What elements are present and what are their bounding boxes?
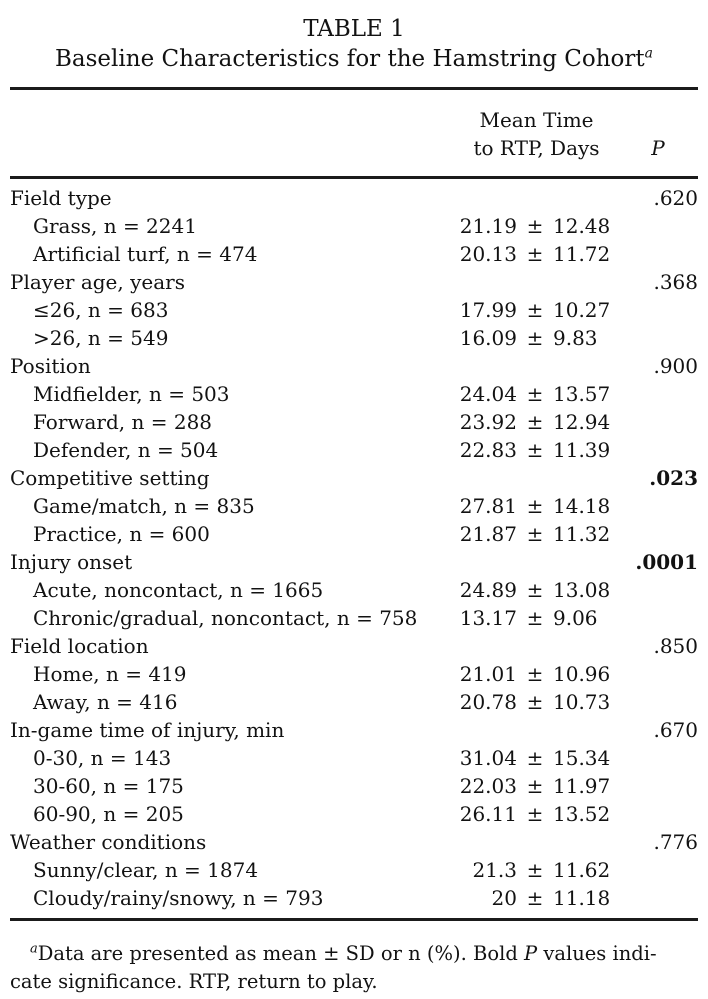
footnote-marker: a [30, 941, 38, 957]
row-sd-value: 10.96 [553, 662, 611, 686]
plus-minus-sign: ± [526, 746, 544, 770]
plus-minus-sign: ± [526, 662, 544, 686]
row-mean-value: 20 [491, 886, 517, 910]
table-row [10, 828, 698, 856]
row-sd-value: 9.06 [553, 606, 598, 630]
row-label: Cloudy/rainy/snowy, n = 793 [33, 886, 324, 910]
plus-minus-sign: ± [526, 886, 544, 910]
plus-minus-sign: ± [526, 522, 544, 546]
table-body [10, 179, 698, 918]
table-row [10, 632, 698, 660]
table-row [10, 380, 698, 408]
plus-minus-sign: ± [526, 802, 544, 826]
row-mean-value: 27.81 [459, 494, 517, 518]
row-mean-value: 20.78 [459, 690, 517, 714]
row-label: Injury onset [10, 550, 133, 574]
table-row [10, 408, 698, 436]
row-p-value: .368 [653, 270, 698, 294]
table-row [10, 884, 698, 912]
row-sd-value: 11.32 [553, 522, 611, 546]
row-sd-value: 11.62 [553, 858, 611, 882]
row-mean-value: 21.01 [459, 662, 517, 686]
plus-minus-sign: ± [526, 774, 544, 798]
row-mean-value: 16.09 [459, 326, 517, 350]
plus-minus-sign: ± [526, 606, 544, 630]
row-label: Away, n = 416 [33, 690, 178, 714]
row-label: Competitive setting [10, 466, 210, 490]
row-mean-value: 21.19 [459, 214, 517, 238]
table-row [10, 520, 698, 548]
plus-minus-sign: ± [526, 326, 544, 350]
row-mean-value: 24.04 [459, 382, 517, 406]
row-label: Player age, years [10, 270, 185, 294]
row-p-value: .900 [653, 354, 698, 378]
row-sd-value: 10.73 [553, 690, 611, 714]
table-caption [10, 44, 698, 74]
row-mean-value: 21.3 [472, 858, 517, 882]
row-p-value: .776 [653, 830, 698, 854]
row-label: Acute, noncontact, n = 1665 [33, 578, 324, 602]
table-row [10, 268, 698, 296]
row-mean-value: 20.13 [459, 242, 517, 266]
row-label: Practice, n = 600 [33, 522, 210, 546]
footnote-text-line1-post: values indi- [537, 942, 657, 965]
row-mean-value: 24.89 [459, 578, 517, 602]
row-p-value: .023 [649, 466, 698, 490]
table-row [10, 492, 698, 520]
row-label: 30-60, n = 175 [33, 774, 184, 798]
row-sd-value: 10.27 [553, 298, 611, 322]
table-row [10, 800, 698, 828]
plus-minus-sign: ± [526, 214, 544, 238]
row-sd-value: 13.08 [553, 578, 611, 602]
row-label: Home, n = 419 [33, 662, 187, 686]
row-p-value: .850 [653, 634, 698, 658]
footnote-line2: cate significance. RTP, return to play. [10, 970, 378, 993]
table-row [10, 212, 698, 240]
row-sd-value: 13.52 [553, 802, 611, 826]
row-label: 0-30, n = 143 [33, 746, 172, 770]
plus-minus-sign: ± [526, 242, 544, 266]
row-sd-value: 11.72 [553, 242, 611, 266]
row-label: Chronic/gradual, noncontact, n = 758 [33, 606, 418, 630]
table-row [10, 324, 698, 352]
row-sd-value: 13.57 [553, 382, 611, 406]
table-row [10, 604, 698, 632]
row-mean-value: 31.04 [459, 746, 517, 770]
row-sd-value: 11.39 [553, 438, 611, 462]
table-row [10, 436, 698, 464]
plus-minus-sign: ± [526, 298, 544, 322]
table-row [10, 548, 698, 576]
table-row [10, 688, 698, 716]
caption-superscript: a [644, 45, 653, 62]
plus-minus-sign: ± [526, 410, 544, 434]
row-label: Defender, n = 504 [33, 438, 219, 462]
footnote [10, 940, 698, 996]
table-row [10, 772, 698, 800]
bottom-rule [10, 918, 698, 921]
row-label: Forward, n = 288 [33, 410, 213, 434]
row-label: Grass, n = 2241 [33, 214, 197, 238]
row-p-value: .0001 [635, 550, 698, 574]
row-label: Position [10, 354, 91, 378]
row-mean-value: 26.11 [459, 802, 517, 826]
footnote-p-italic: P [524, 942, 538, 965]
row-label: Weather conditions [10, 830, 207, 854]
plus-minus-sign: ± [526, 690, 544, 714]
table-row [10, 660, 698, 688]
row-label: Artificial turf, n = 474 [33, 242, 258, 266]
row-p-value: .670 [653, 718, 698, 742]
plus-minus-sign: ± [526, 494, 544, 518]
row-sd-value: 9.83 [553, 326, 598, 350]
plus-minus-sign: ± [526, 578, 544, 602]
row-label: Midfielder, n = 503 [33, 382, 230, 406]
row-sd-value: 12.94 [553, 410, 611, 434]
row-label: Game/match, n = 835 [33, 494, 255, 518]
column-header-row [10, 90, 698, 176]
row-sd-value: 14.18 [553, 494, 611, 518]
row-label: ≤26, n = 683 [33, 298, 169, 322]
table-row [10, 716, 698, 744]
table-title-block [10, 10, 698, 74]
column-header-mean-line2: to RTP, Days [473, 136, 600, 160]
row-mean-value: 21.87 [459, 522, 517, 546]
row-label: >26, n = 549 [33, 326, 169, 350]
table-row [10, 352, 698, 380]
row-sd-value: 15.34 [553, 746, 611, 770]
row-mean-value: 13.17 [459, 606, 517, 630]
row-sd-value: 12.48 [553, 214, 611, 238]
row-label: Sunny/clear, n = 1874 [33, 858, 259, 882]
plus-minus-sign: ± [526, 382, 544, 406]
table-row [10, 744, 698, 772]
row-sd-value: 11.18 [553, 886, 611, 910]
row-mean-value: 22.83 [459, 438, 517, 462]
row-label: Field location [10, 634, 149, 658]
table-row [10, 240, 698, 268]
row-mean-value: 23.92 [459, 410, 517, 434]
row-label: 60-90, n = 205 [33, 802, 184, 826]
row-mean-value: 17.99 [459, 298, 517, 322]
table-row [10, 576, 698, 604]
row-sd-value: 11.97 [553, 774, 611, 798]
table-number: TABLE 1 [303, 16, 405, 42]
column-header-p: P [651, 136, 665, 160]
plus-minus-sign: ± [526, 438, 544, 462]
table-row [10, 184, 698, 212]
row-p-value: .620 [653, 186, 698, 210]
column-header-mean-line1: Mean Time [479, 108, 594, 132]
table-row [10, 296, 698, 324]
footnote-line1 [10, 940, 698, 968]
table-caption-text: Baseline Characteristics for the Hamstring Cohort [55, 46, 645, 72]
row-label: Field type [10, 186, 112, 210]
plus-minus-sign: ± [526, 858, 544, 882]
column-header-mean [455, 106, 618, 162]
row-mean-value: 22.03 [459, 774, 517, 798]
footnote-text-line1-pre: Data are presented as mean ± SD or n (%). Bold [37, 942, 524, 965]
row-label: In-game time of injury, min [10, 718, 285, 742]
table-row [10, 464, 698, 492]
table-row [10, 856, 698, 884]
